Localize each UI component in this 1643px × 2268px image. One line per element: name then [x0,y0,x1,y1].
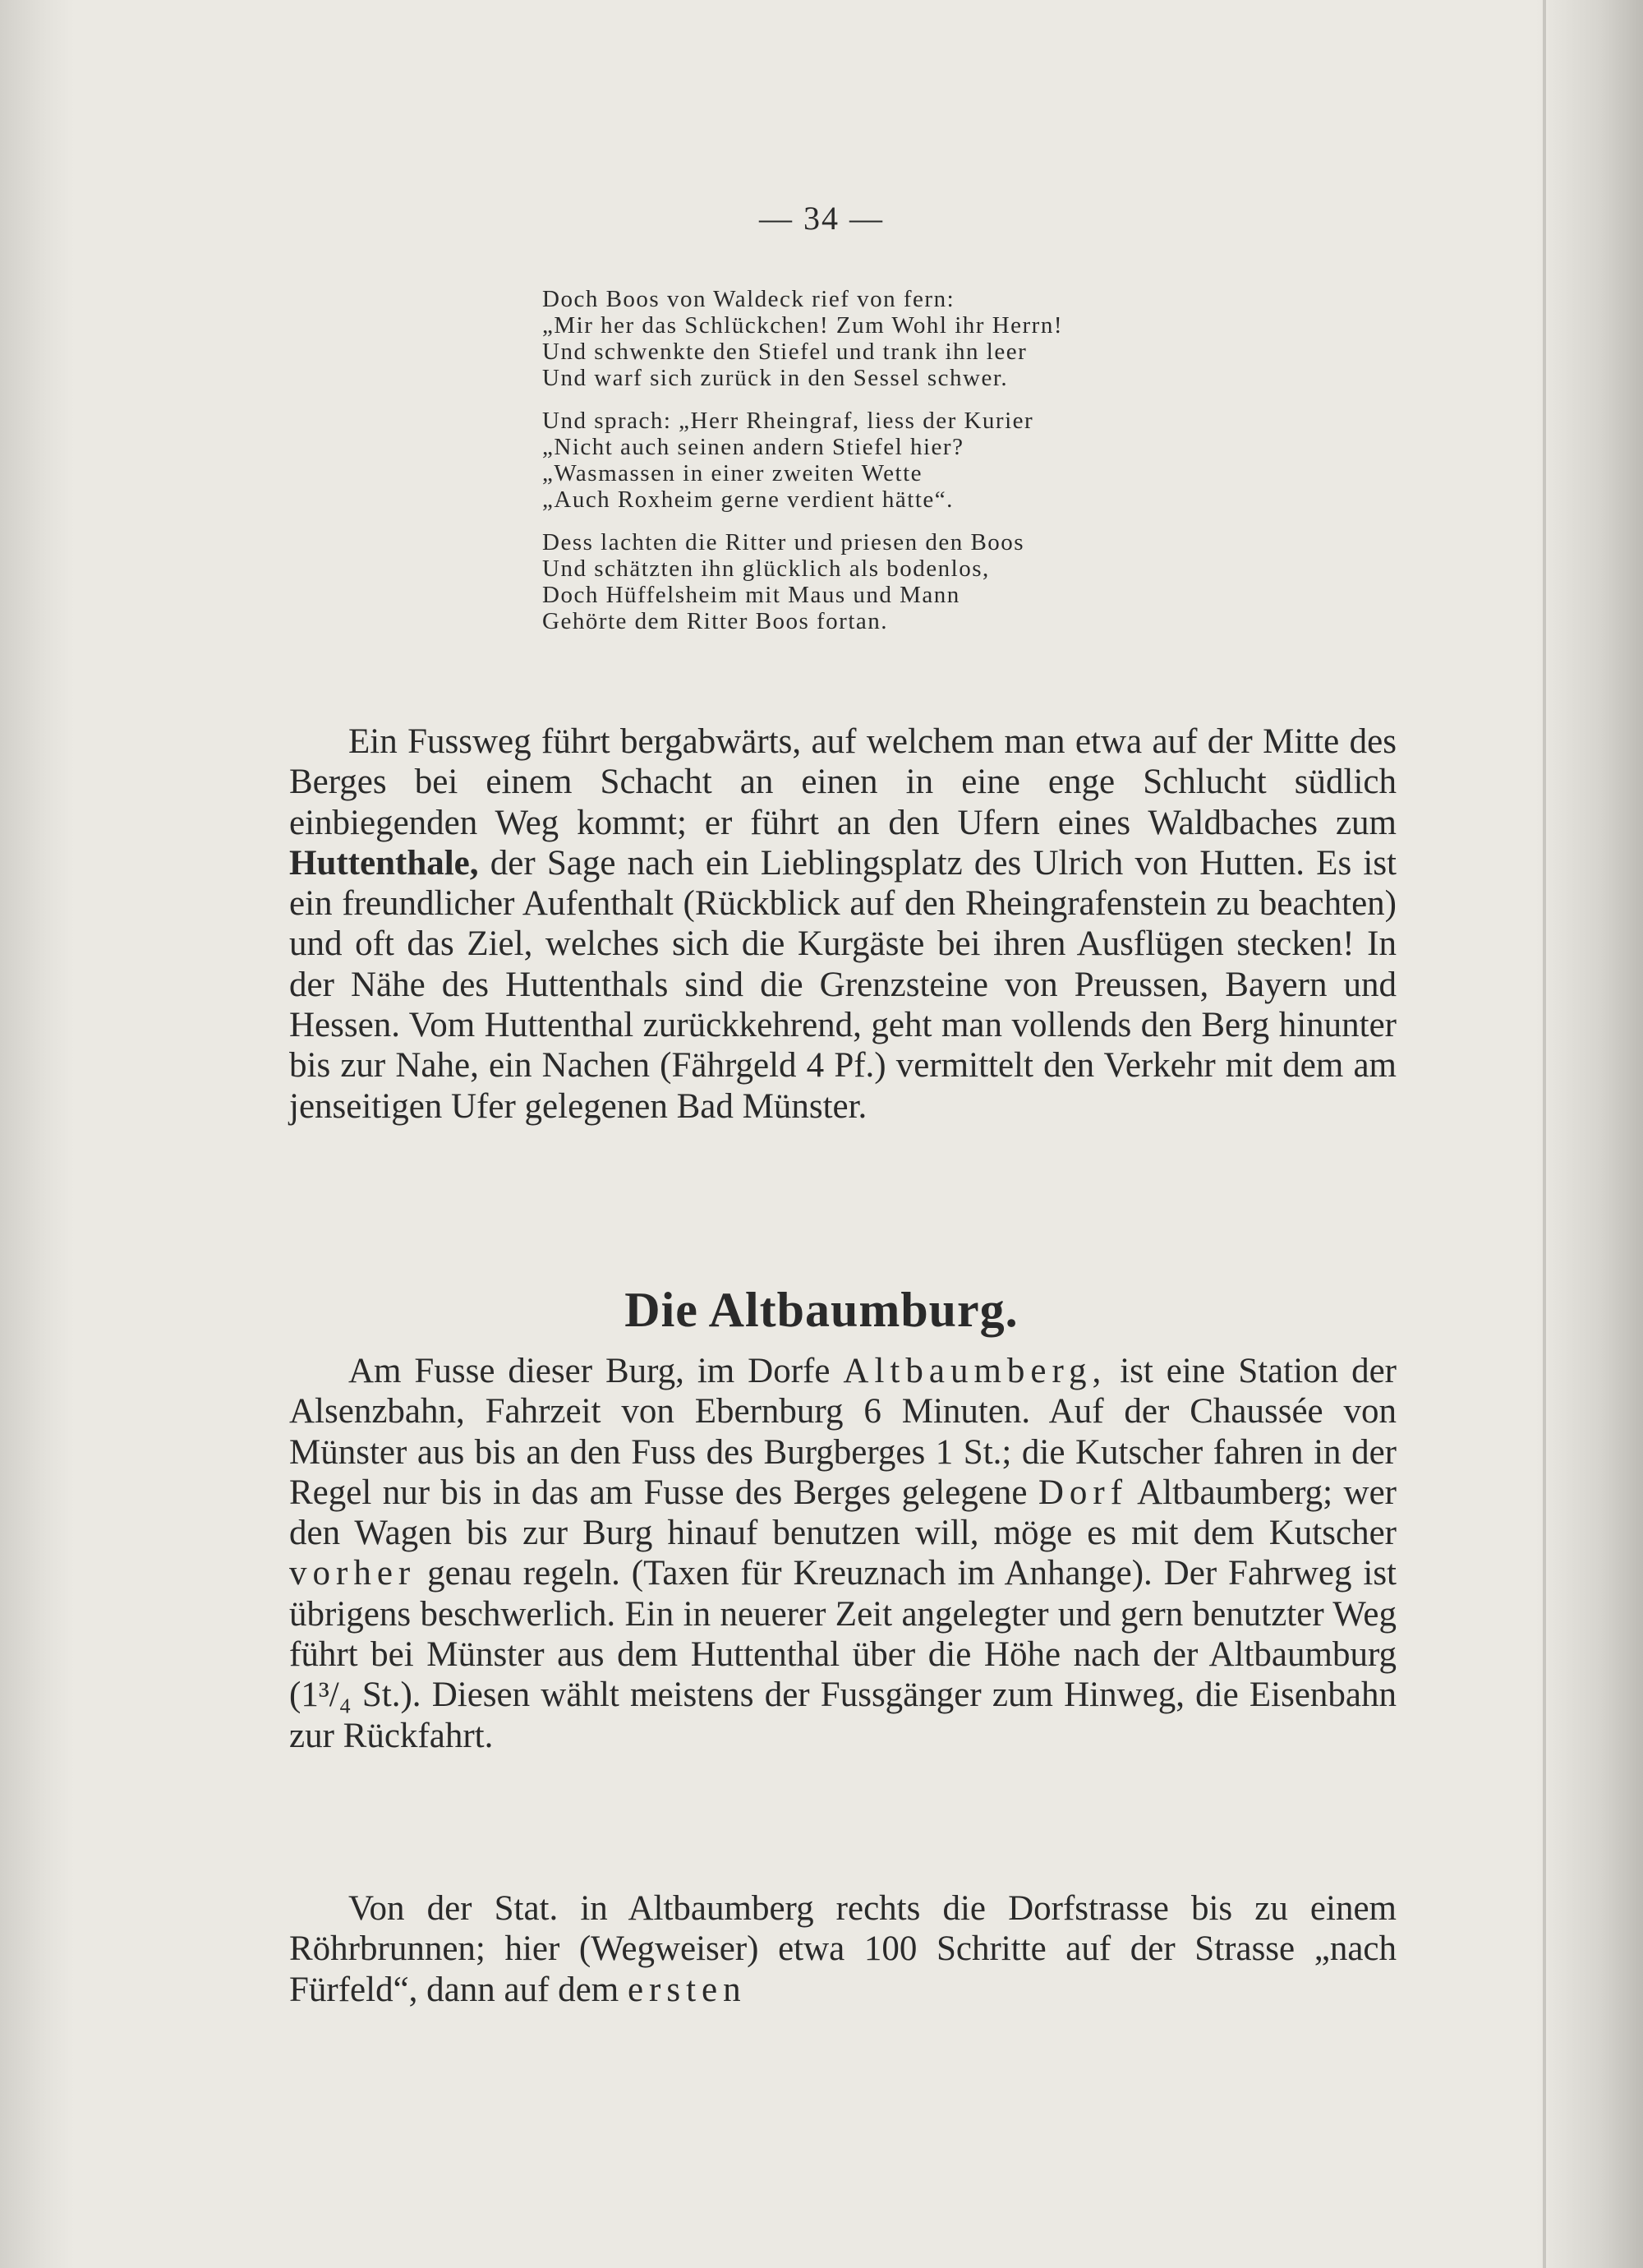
poem-line: Dess lachten die Ritter und priesen den Boos [542,529,1025,555]
poem-line: Und schwenkte den Stiefel und trank ihn leer [542,339,1028,365]
paragraph-text [289,721,1397,1127]
paragraph-text [289,1351,1397,1756]
poem-line: Gehörte dem Ritter Boos fortan. [542,608,888,634]
page-edge-right [1536,0,1643,2268]
section-heading: Die Altbaumburg. [624,1283,1019,1337]
paragraph-span: genau regeln. (Taxen für Kreuznach im Anhange). Der Fahrweg ist übrigens beschwerlich. Ein in neuerer Zeit angelegter und gern benutzter Weg führt bei Münster aus dem Huttenthal über die Höhe nach der Altbaumburg (1³/₄ St.). Diesen wählt meistens der Fussgänger zum Hinweg, die Eisenbahn zur Rückfahrt. [289,1554,1397,1755]
poem-line: „Wasmassen in einer zweiten Wette [542,460,923,486]
poem-line: „Nicht auch seinen andern Stiefel hier? [542,434,964,460]
paragraph-altbaumburg [289,1351,1397,1756]
poem-line: Und sprach: „Herr Rheingraf, liess der Kurier [542,408,1034,434]
poem-line: Doch Hüffelsheim mit Maus und Mann [542,582,960,608]
poem-line: Und warf sich zurück in den Sessel schwer. [542,365,1009,391]
page-edge-left [0,0,74,2268]
paragraph-huttenthal [289,721,1397,1127]
page-number: — 34 — [759,200,884,237]
spaced-emphasis: Dorf [1038,1473,1129,1512]
page-fold [1543,0,1546,2268]
paragraph-span: Altbaumberg; wer den Wagen bis zur Burg hinauf benutzen will, möge es mit dem Kutscher [289,1473,1397,1553]
paragraph-span: Am Fusse dieser Burg, im Dorfe [348,1352,831,1390]
poem-line: Und schätzten ihn glücklich als bodenlos, [542,555,990,582]
paragraph-span: der Sage nach ein Lieblingsplatz des Ulrich von Hutten. Es ist ein freundlicher Aufenthalt (Rückblick auf den Rheingrafenstein zu beachten) und oft das Ziel, welches sich die Kurgäste bei ihren Ausflügen stecken! In der Nähe des Huttenthals sind die Grenzsteine von Preussen, Bayern und Hessen. Vom Huttenthal zurückkehrend, geht man vollends den Berg hinunter bis zur Nahe, ein Nachen (Fährgeld 4 Pf.) vermittelt den Verkehr mit dem am jenseitigen Ufer gelegenen Bad Münster. [289,843,1397,1126]
poem [542,286,1282,651]
spaced-emphasis: ersten [627,1970,747,2009]
poem-line: „Mir her das Schlückchen! Zum Wohl ihr Herrn! [542,312,1063,339]
poem-stanza [542,408,1282,513]
poem-stanza [542,286,1282,391]
paragraph-span: Ein Fussweg führt bergabwärts, auf welchem man etwa auf der Mitte des Berges bei einem Schacht an einen in eine enge Schlucht südlich einbiegenden Weg kommt; er führt an den Ufern eines Waldbaches zum [289,722,1397,842]
spaced-emphasis: Altbaumberg, [843,1352,1107,1390]
bold-place-name: Huttenthale, [289,843,479,883]
poem-line: Doch Boos von Waldeck rief von fern: [542,286,955,312]
paragraph-span: ist eine Station der Alsenzbahn, Fahrzeit von Ebernburg 6 Minuten. Auf der Chaussée von Münster aus bis an den Fuss des Burgberges 1 St.; die Kutscher fahren in der Regel nur bis in das am Fusse des Berges gelegene [289,1352,1397,1512]
paragraph-route [289,1888,1397,2010]
spaced-emphasis: vorher [289,1554,417,1593]
poem-line: „Auch Roxheim gerne verdient hätte“. [542,486,954,513]
paragraph-span: Von der Stat. in Altbaumberg rechts die Dorfstrasse bis zu einem Röhrbrunnen; hier (Wegweiser) etwa 100 Schritte auf der Strasse „nach Fürfeld“, dann auf dem [289,1889,1397,2009]
poem-stanza [542,529,1282,634]
paragraph-text [289,1888,1397,2010]
